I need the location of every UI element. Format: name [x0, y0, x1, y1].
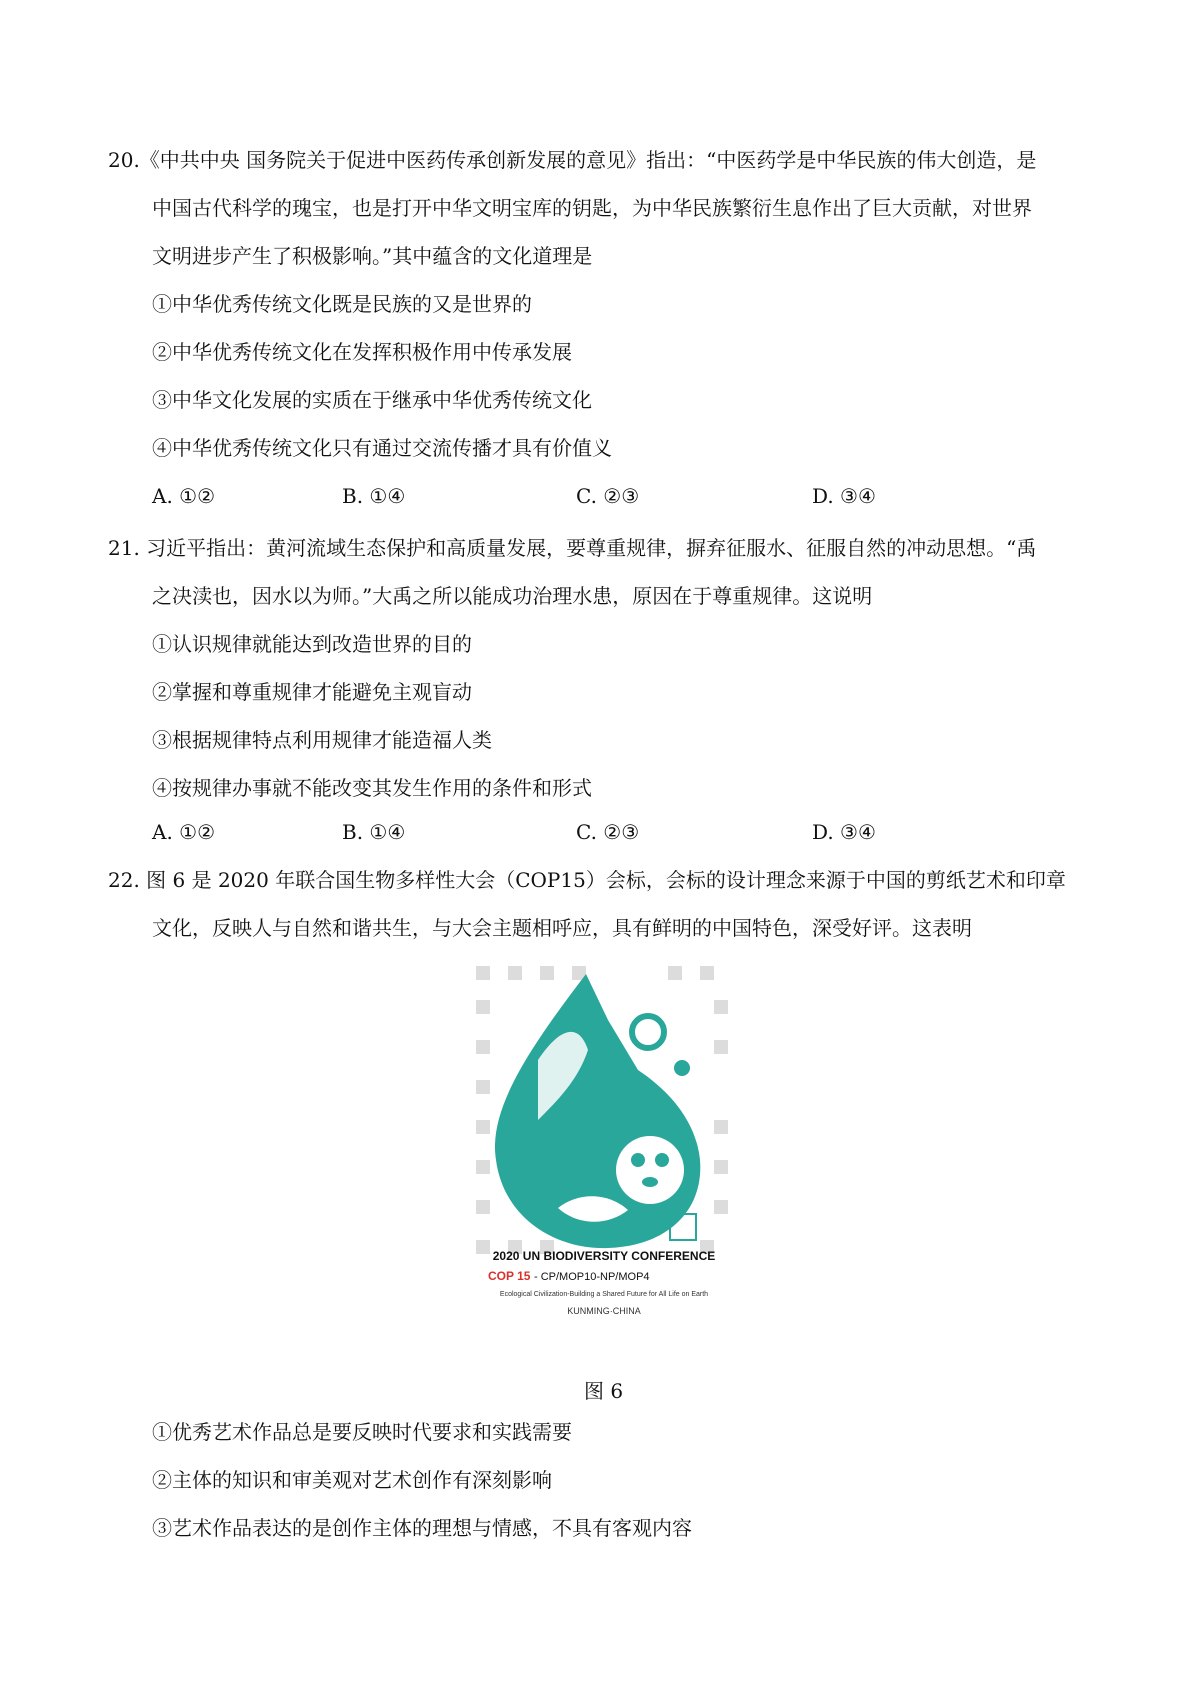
q20-choice-c: C. ②③	[576, 484, 640, 508]
q21-item-2: ②掌握和尊重规律才能避免主观盲动	[152, 680, 472, 704]
flower-icon	[632, 1016, 664, 1048]
q21-item-4: ④按规律办事就不能改变其发生作用的条件和形式	[152, 776, 592, 800]
q20-choice-d: D. ③④	[812, 484, 876, 508]
q20-item-3: ③中华文化发展的实质在于继承中华优秀传统文化	[152, 388, 592, 412]
emblem-tagline: Ecological Civilization-Building a Shared Future for All Life on Earth	[499, 1291, 709, 1298]
q20-line-2: 中国古代科学的瑰宝，也是打开中华文明宝库的钥匙，为中华民族繁衍生息作出了巨大贡献，对世界	[152, 196, 1032, 220]
q20-item-4: ④中华优秀传统文化只有通过交流传播才具有价值义	[152, 436, 612, 460]
q21-choice-a: A. ①②	[152, 820, 216, 844]
q21-item-3: ③根据规律特点利用规律才能造福人类	[152, 728, 492, 752]
emblem-cop15: COP 15	[488, 1269, 531, 1283]
emblem-location: KUNMING·CHINA	[567, 1306, 641, 1316]
q21-choice-d: D. ③④	[812, 820, 876, 844]
q22-item-2: ②主体的知识和审美观对艺术创作有深刻影响	[152, 1468, 552, 1492]
q22-item-3: ③艺术作品表达的是创作主体的理想与情感，不具有客观内容	[152, 1516, 692, 1540]
q21-choice-c: C. ②③	[576, 820, 640, 844]
figure-caption: 图 6	[584, 1379, 624, 1403]
q22-item-1: ①优秀艺术作品总是要反映时代要求和实践需要	[152, 1420, 572, 1444]
emblem-subtitle: - CP/MOP10-NP/MOP4	[534, 1271, 650, 1283]
q21-item-1: ①认识规律就能达到改造世界的目的	[152, 632, 472, 656]
q22-line-1: 22. 图 6 是 2020 年联合国生物多样性大会（COP15）会标，会标的设计理念来源于中国的剪纸艺术和印章	[108, 868, 1066, 892]
emblem-title: 2020 UN BIODIVERSITY CONFERENCE	[492, 1249, 716, 1263]
q22-line-2: 文化，反映人与自然和谐共生，与大会主题相呼应，具有鲜明的中国特色，深受好评。这表明	[152, 916, 972, 940]
q20-line-1: 20.《中共中央 国务院关于促进中医药传承创新发展的意见》指出：“中医药学是中华民族的伟大创造，是	[108, 148, 1037, 172]
q20-choice-b: B. ①④	[342, 484, 406, 508]
q21-line-1: 21. 习近平指出：黄河流域生态保护和高质量发展，要尊重规律，摒弃征服水、征服自然的冲动思想。“禹	[108, 536, 1037, 560]
q21-line-2: 之决渎也，因水以为师。”大禹之所以能成功治理水患，原因在于尊重规律。这说明	[152, 584, 873, 608]
q20-choice-a: A. ①②	[152, 484, 216, 508]
cop15-emblem-image	[468, 960, 740, 1352]
q20-item-1: ①中华优秀传统文化既是民族的又是世界的	[152, 292, 532, 316]
panda-icon	[616, 1136, 684, 1204]
cop15-emblem-figure	[468, 960, 740, 1352]
q21-choice-b: B. ①④	[342, 820, 406, 844]
q20-line-3: 文明进步产生了积极影响。”其中蕴含的文化道理是	[152, 244, 593, 268]
q20-item-2: ②中华优秀传统文化在发挥积极作用中传承发展	[152, 340, 572, 364]
